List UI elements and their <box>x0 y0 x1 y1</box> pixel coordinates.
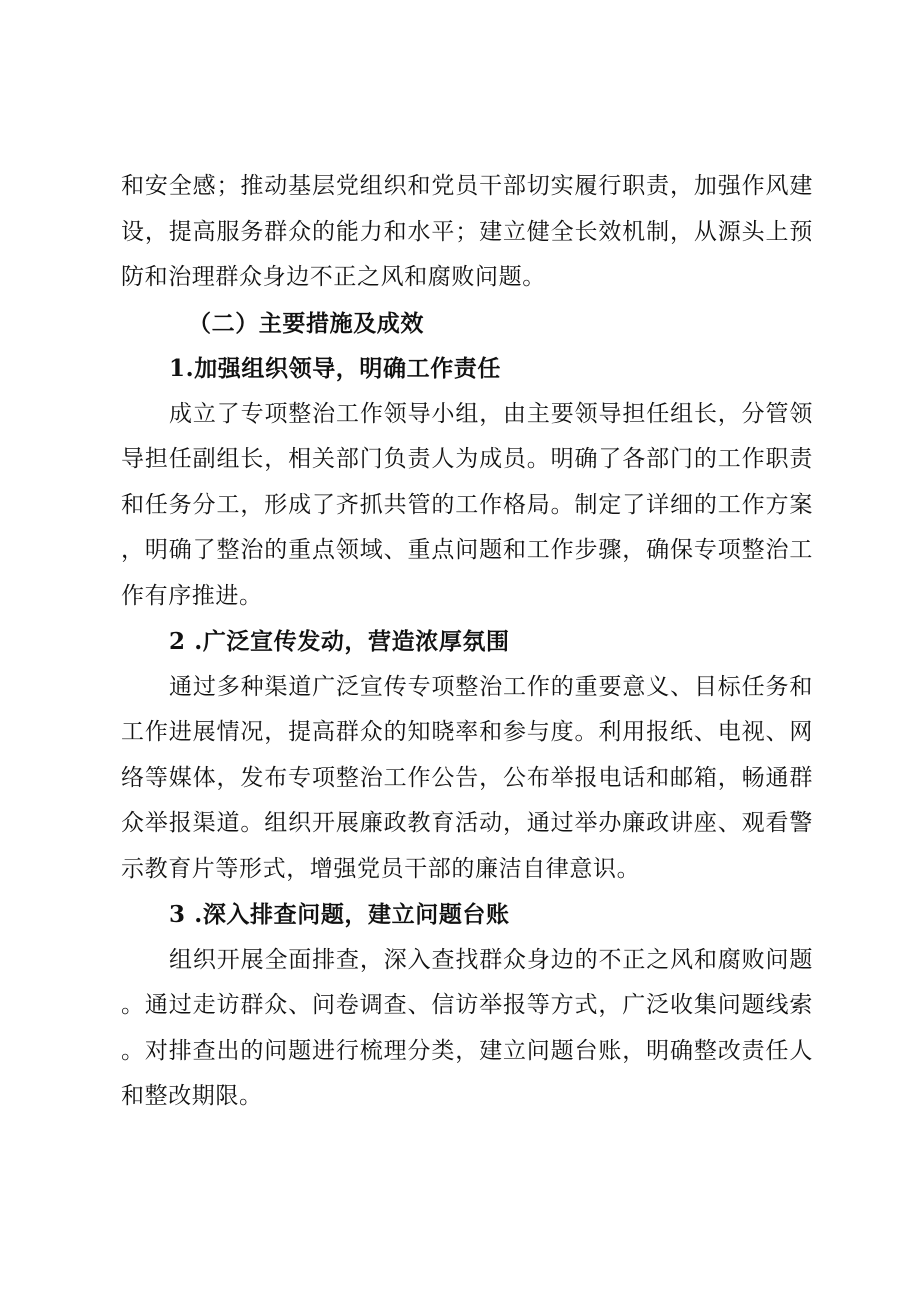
paragraph-leadership-group: 成立了专项整治工作领导小组，由主要领导担任组长，分管领导担任副组长，相关部门负责人为成员。明确了各部门的工作职责和任务分工，形成了齐抓共管的工作格局。制定了详细的工作方案，明确了整治的重点领域、重点问题和工作步骤，确保专项整治工作有序推进。 <box>121 400 813 609</box>
paragraph-investigation: 组织开展全面排查，深入查找群众身边的不正之风和腐败问题。通过走访群众、问卷调查、信访举报等方式，广泛收集问题线索。对排查出的问题进行梳理分类，建立问题台账，明确整改责任人和整改期限。 <box>121 946 813 1109</box>
subheading-organization-leadership: 1.加强组织领导，明确工作责任 <box>169 355 502 382</box>
section-heading-measures: （二）主要措施及成效 <box>188 309 424 337</box>
subheading-investigation: 3 .深入排查问题，建立问题台账 <box>169 901 510 928</box>
paragraph-publicity: 通过多种渠道广泛宣传专项整治工作的重要意义、目标任务和工作进展情况，提高群众的知晓率和参与度。利用报纸、电视、网络等媒体，发布专项整治工作公告，公布举报电话和邮箱，畅通群众举报渠道。组织开展廉政教育活动，通过举办廉政讲座、观看警示教育片等形式，增强党员干部的廉洁自律意识。 <box>121 673 813 882</box>
paragraph-continued: 和安全感；推动基层党组织和党员干部切实履行职责，加强作风建设，提高服务群众的能力和水平；建立健全长效机制，从源头上预防和治理群众身边不正之风和腐败问题。 <box>121 173 813 290</box>
subheading-publicity: 2 .广泛宣传发动，营造浓厚氛围 <box>169 628 510 655</box>
document-body <box>121 164 813 1120</box>
